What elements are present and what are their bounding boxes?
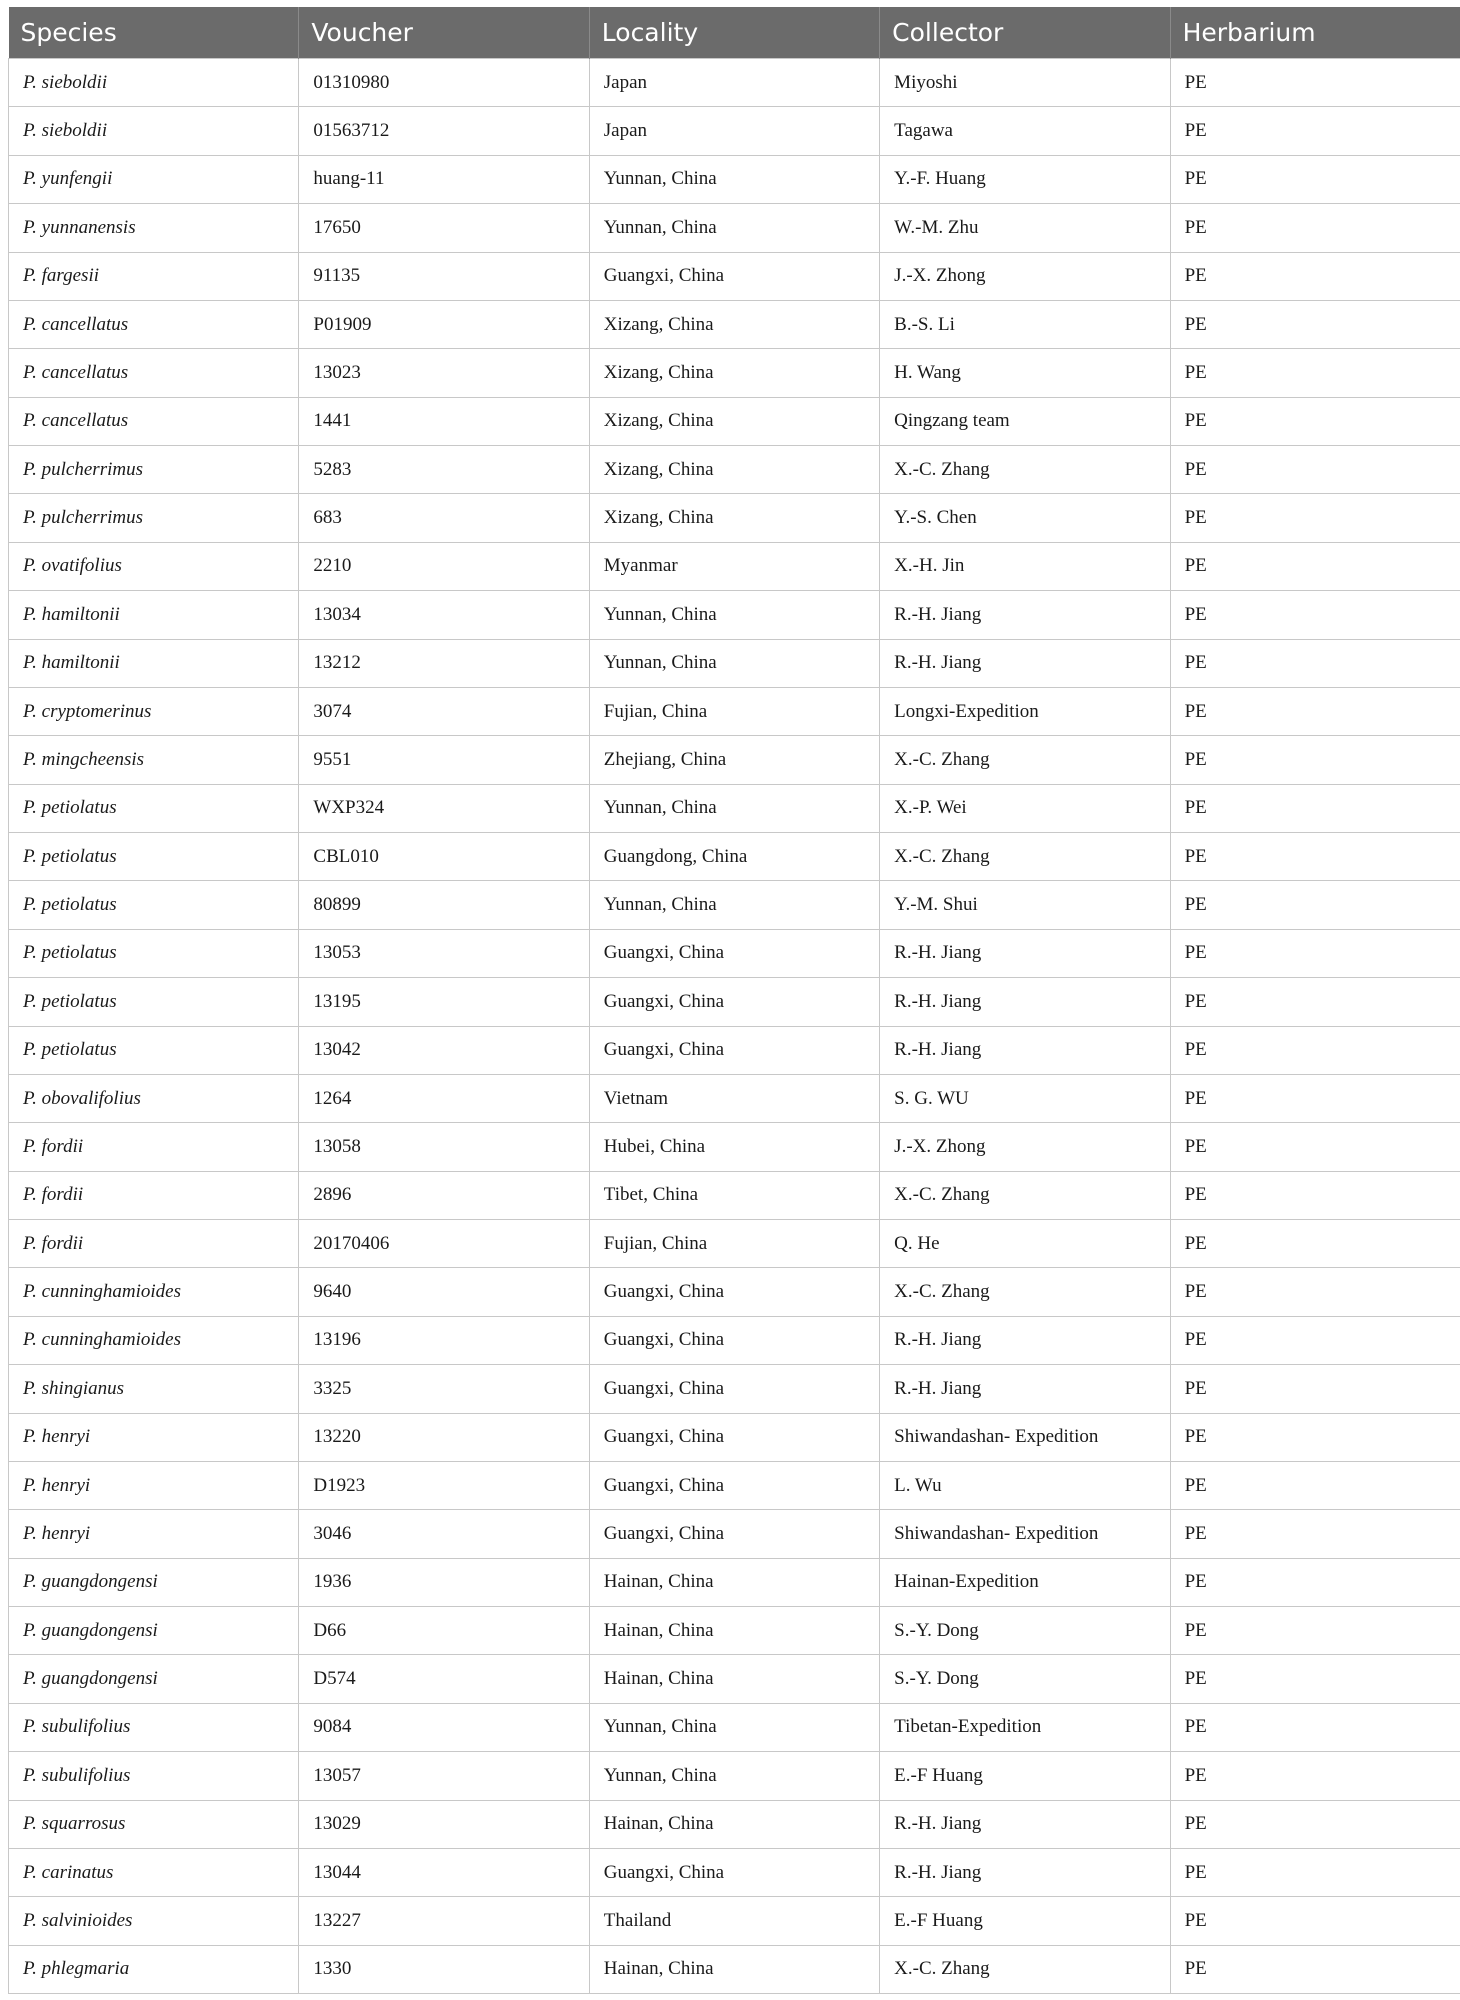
voucher-cell: 1441	[299, 397, 589, 445]
species-cell: P. hamiltonii	[9, 591, 299, 639]
voucher-cell: 13212	[299, 639, 589, 687]
herbarium-cell: PE	[1170, 1268, 1460, 1316]
species-cell: P. obovalifolius	[9, 1074, 299, 1122]
herbarium-cell: PE	[1170, 204, 1460, 252]
locality-cell: Japan	[589, 107, 879, 155]
species-cell: P. sieboldii	[9, 59, 299, 107]
voucher-cell: 1330	[299, 1945, 589, 1993]
herbarium-cell: PE	[1170, 784, 1460, 832]
locality-cell: Guangxi, China	[589, 978, 879, 1026]
voucher-cell: 13058	[299, 1123, 589, 1171]
table-body	[9, 59, 1460, 1994]
voucher-cell: 9640	[299, 1268, 589, 1316]
species-cell: P. subulifolius	[9, 1703, 299, 1751]
collector-cell: R.-H. Jiang	[880, 978, 1170, 1026]
voucher-cell: 13023	[299, 349, 589, 397]
table-row	[9, 155, 1460, 203]
collector-cell: X.-C. Zhang	[880, 833, 1170, 881]
table-row	[9, 59, 1460, 107]
locality-cell: Yunnan, China	[589, 1703, 879, 1751]
table-row	[9, 300, 1460, 348]
voucher-cell: D574	[299, 1655, 589, 1703]
collector-cell: L. Wu	[880, 1461, 1170, 1509]
species-cell: P. petiolatus	[9, 784, 299, 832]
herbarium-cell: PE	[1170, 1848, 1460, 1896]
herbarium-cell: PE	[1170, 1897, 1460, 1945]
species-cell: P. pulcherrimus	[9, 446, 299, 494]
collector-cell: E.-F Huang	[880, 1752, 1170, 1800]
locality-cell: Fujian, China	[589, 687, 879, 735]
table-row	[9, 1752, 1460, 1800]
voucher-cell: 13029	[299, 1800, 589, 1848]
table-row	[9, 542, 1460, 590]
table-row	[9, 349, 1460, 397]
table-row	[9, 1316, 1460, 1364]
voucher-cell: 13044	[299, 1848, 589, 1896]
voucher-cell: 13220	[299, 1413, 589, 1461]
collector-cell: X.-C. Zhang	[880, 736, 1170, 784]
herbarium-cell: PE	[1170, 833, 1460, 881]
herbarium-cell: PE	[1170, 1220, 1460, 1268]
herbarium-cell: PE	[1170, 1365, 1460, 1413]
voucher-cell: 3074	[299, 687, 589, 735]
collector-cell: E.-F Huang	[880, 1897, 1170, 1945]
voucher-cell: 01563712	[299, 107, 589, 155]
collector-cell: Longxi-Expedition	[880, 687, 1170, 735]
collector-cell: Qingzang team	[880, 397, 1170, 445]
herbarium-cell: PE	[1170, 1074, 1460, 1122]
collector-cell: Tagawa	[880, 107, 1170, 155]
herbarium-cell: PE	[1170, 1558, 1460, 1606]
collector-cell: S. G. WU	[880, 1074, 1170, 1122]
header-species: Species	[9, 7, 299, 59]
herbarium-cell: PE	[1170, 494, 1460, 542]
herbarium-cell: PE	[1170, 446, 1460, 494]
herbarium-cell: PE	[1170, 929, 1460, 977]
species-cell: P. carinatus	[9, 1848, 299, 1896]
table-row	[9, 687, 1460, 735]
voucher-cell: WXP324	[299, 784, 589, 832]
herbarium-cell: PE	[1170, 687, 1460, 735]
collector-cell: R.-H. Jiang	[880, 929, 1170, 977]
table-row	[9, 1026, 1460, 1074]
table-row	[9, 107, 1460, 155]
collector-cell: S.-Y. Dong	[880, 1655, 1170, 1703]
collector-cell: J.-X. Zhong	[880, 1123, 1170, 1171]
locality-cell: Japan	[589, 59, 879, 107]
voucher-cell: 13227	[299, 1897, 589, 1945]
locality-cell: Guangxi, China	[589, 1848, 879, 1896]
locality-cell: Xizang, China	[589, 494, 879, 542]
collector-cell: Hainan-Expedition	[880, 1558, 1170, 1606]
voucher-cell: 3046	[299, 1510, 589, 1558]
species-cell: P. petiolatus	[9, 881, 299, 929]
voucher-cell: 1936	[299, 1558, 589, 1606]
herbarium-cell: PE	[1170, 107, 1460, 155]
voucher-cell: 01310980	[299, 59, 589, 107]
voucher-cell: 13196	[299, 1316, 589, 1364]
species-cell: P. salvinioides	[9, 1897, 299, 1945]
table-row	[9, 1607, 1460, 1655]
voucher-cell: 13042	[299, 1026, 589, 1074]
voucher-cell: 2896	[299, 1171, 589, 1219]
collector-cell: J.-X. Zhong	[880, 252, 1170, 300]
herbarium-cell: PE	[1170, 1316, 1460, 1364]
voucher-cell: 13053	[299, 929, 589, 977]
species-cell: P. petiolatus	[9, 1026, 299, 1074]
species-cell: P. henryi	[9, 1413, 299, 1461]
species-cell: P. guangdongensi	[9, 1558, 299, 1606]
species-cell: P. cunninghamioides	[9, 1268, 299, 1316]
species-cell: P. guangdongensi	[9, 1607, 299, 1655]
collector-cell: R.-H. Jiang	[880, 1848, 1170, 1896]
species-cell: P. cancellatus	[9, 349, 299, 397]
table-row	[9, 397, 1460, 445]
collector-cell: X.-H. Jin	[880, 542, 1170, 590]
herbarium-cell: PE	[1170, 252, 1460, 300]
herbarium-cell: PE	[1170, 978, 1460, 1026]
table-row	[9, 1655, 1460, 1703]
collector-cell: Shiwandashan- Expedition	[880, 1413, 1170, 1461]
table-row	[9, 639, 1460, 687]
collector-cell: Q. He	[880, 1220, 1170, 1268]
table-row	[9, 929, 1460, 977]
table-row	[9, 833, 1460, 881]
locality-cell: Hainan, China	[589, 1800, 879, 1848]
species-cell: P. cunninghamioides	[9, 1316, 299, 1364]
voucher-cell: 13034	[299, 591, 589, 639]
species-cell: P. ovatifolius	[9, 542, 299, 590]
herbarium-cell: PE	[1170, 1171, 1460, 1219]
collector-cell: X.-C. Zhang	[880, 1171, 1170, 1219]
locality-cell: Yunnan, China	[589, 639, 879, 687]
collector-cell: Y.-F. Huang	[880, 155, 1170, 203]
header-herbarium: Herbarium	[1170, 7, 1460, 59]
table-row	[9, 1800, 1460, 1848]
collector-cell: X.-P. Wei	[880, 784, 1170, 832]
table-row	[9, 204, 1460, 252]
voucher-cell: D66	[299, 1607, 589, 1655]
header-voucher: Voucher	[299, 7, 589, 59]
species-cell: P. cancellatus	[9, 397, 299, 445]
locality-cell: Xizang, China	[589, 446, 879, 494]
voucher-cell: 13057	[299, 1752, 589, 1800]
header-collector: Collector	[880, 7, 1170, 59]
species-cell: P. shingianus	[9, 1365, 299, 1413]
table-row	[9, 978, 1460, 1026]
herbarium-cell: PE	[1170, 1800, 1460, 1848]
collector-cell: R.-H. Jiang	[880, 591, 1170, 639]
table-row	[9, 1074, 1460, 1122]
locality-cell: Tibet, China	[589, 1171, 879, 1219]
voucher-cell: P01909	[299, 300, 589, 348]
herbarium-cell: PE	[1170, 300, 1460, 348]
locality-cell: Thailand	[589, 1897, 879, 1945]
herbarium-cell: PE	[1170, 1413, 1460, 1461]
voucher-cell: 91135	[299, 252, 589, 300]
voucher-cell: 1264	[299, 1074, 589, 1122]
collector-cell: S.-Y. Dong	[880, 1607, 1170, 1655]
species-cell: P. fordii	[9, 1123, 299, 1171]
locality-cell: Xizang, China	[589, 300, 879, 348]
voucher-cell: 17650	[299, 204, 589, 252]
species-cell: P. guangdongensi	[9, 1655, 299, 1703]
table-row	[9, 736, 1460, 784]
collector-cell: Shiwandashan- Expedition	[880, 1510, 1170, 1558]
locality-cell: Guangxi, China	[589, 1268, 879, 1316]
herbarium-cell: PE	[1170, 1461, 1460, 1509]
species-cell: P. pulcherrimus	[9, 494, 299, 542]
collector-cell: R.-H. Jiang	[880, 1800, 1170, 1848]
herbarium-cell: PE	[1170, 349, 1460, 397]
collector-cell: R.-H. Jiang	[880, 639, 1170, 687]
locality-cell: Guangxi, China	[589, 1510, 879, 1558]
herbarium-cell: PE	[1170, 1945, 1460, 1993]
locality-cell: Guangxi, China	[589, 1461, 879, 1509]
locality-cell: Vietnam	[589, 1074, 879, 1122]
table-row	[9, 591, 1460, 639]
table-row	[9, 784, 1460, 832]
table-row	[9, 1703, 1460, 1751]
voucher-cell: 20170406	[299, 1220, 589, 1268]
collector-cell: H. Wang	[880, 349, 1170, 397]
collector-cell: R.-H. Jiang	[880, 1316, 1170, 1364]
herbarium-cell: PE	[1170, 155, 1460, 203]
herbarium-cell: PE	[1170, 881, 1460, 929]
voucher-cell: huang-11	[299, 155, 589, 203]
table-row	[9, 446, 1460, 494]
collector-cell: X.-C. Zhang	[880, 1945, 1170, 1993]
table-row	[9, 252, 1460, 300]
locality-cell: Yunnan, China	[589, 204, 879, 252]
locality-cell: Guangxi, China	[589, 1316, 879, 1364]
locality-cell: Yunnan, China	[589, 155, 879, 203]
species-cell: P. fordii	[9, 1171, 299, 1219]
species-cell: P. petiolatus	[9, 833, 299, 881]
voucher-cell: 9084	[299, 1703, 589, 1751]
table-header	[9, 7, 1460, 59]
voucher-cell: 9551	[299, 736, 589, 784]
herbarium-cell: PE	[1170, 1752, 1460, 1800]
table-row	[9, 1171, 1460, 1219]
herbarium-cell: PE	[1170, 1510, 1460, 1558]
collector-cell: R.-H. Jiang	[880, 1365, 1170, 1413]
locality-cell: Fujian, China	[589, 1220, 879, 1268]
herbarium-cell: PE	[1170, 397, 1460, 445]
locality-cell: Yunnan, China	[589, 784, 879, 832]
species-cell: P. squarrosus	[9, 1800, 299, 1848]
locality-cell: Guangxi, China	[589, 1365, 879, 1413]
table-row	[9, 881, 1460, 929]
locality-cell: Guangxi, China	[589, 929, 879, 977]
species-cell: P. mingcheensis	[9, 736, 299, 784]
species-cell: P. phlegmaria	[9, 1945, 299, 1993]
species-cell: P. henryi	[9, 1510, 299, 1558]
header-locality: Locality	[589, 7, 879, 59]
herbarium-cell: PE	[1170, 1607, 1460, 1655]
table-row	[9, 1461, 1460, 1509]
herbarium-cell: PE	[1170, 591, 1460, 639]
herbarium-cell: PE	[1170, 639, 1460, 687]
specimen-table	[8, 7, 1460, 1994]
table-row	[9, 1365, 1460, 1413]
species-cell: P. cancellatus	[9, 300, 299, 348]
locality-cell: Hainan, China	[589, 1945, 879, 1993]
herbarium-cell: PE	[1170, 1655, 1460, 1703]
table-row	[9, 1897, 1460, 1945]
collector-cell: Y.-S. Chen	[880, 494, 1170, 542]
locality-cell: Xizang, China	[589, 397, 879, 445]
locality-cell: Myanmar	[589, 542, 879, 590]
herbarium-cell: PE	[1170, 736, 1460, 784]
locality-cell: Yunnan, China	[589, 591, 879, 639]
herbarium-cell: PE	[1170, 1703, 1460, 1751]
species-cell: P. hamiltonii	[9, 639, 299, 687]
locality-cell: Hainan, China	[589, 1607, 879, 1655]
collector-cell: Miyoshi	[880, 59, 1170, 107]
table-row	[9, 1413, 1460, 1461]
locality-cell: Guangdong, China	[589, 833, 879, 881]
species-cell: P. henryi	[9, 1461, 299, 1509]
species-cell: P. yunfengii	[9, 155, 299, 203]
table-row	[9, 494, 1460, 542]
table-row	[9, 1268, 1460, 1316]
locality-cell: Guangxi, China	[589, 252, 879, 300]
locality-cell: Hainan, China	[589, 1655, 879, 1703]
species-cell: P. subulifolius	[9, 1752, 299, 1800]
table-row	[9, 1848, 1460, 1896]
voucher-cell: 13195	[299, 978, 589, 1026]
collector-cell: Tibetan-Expedition	[880, 1703, 1170, 1751]
table-row	[9, 1220, 1460, 1268]
herbarium-cell: PE	[1170, 1123, 1460, 1171]
table-row	[9, 1945, 1460, 1993]
collector-cell: W.-M. Zhu	[880, 204, 1170, 252]
species-cell: P. yunnanensis	[9, 204, 299, 252]
collector-cell: X.-C. Zhang	[880, 446, 1170, 494]
herbarium-cell: PE	[1170, 1026, 1460, 1074]
voucher-cell: 2210	[299, 542, 589, 590]
species-cell: P. fargesii	[9, 252, 299, 300]
locality-cell: Hubei, China	[589, 1123, 879, 1171]
voucher-cell: 683	[299, 494, 589, 542]
locality-cell: Xizang, China	[589, 349, 879, 397]
species-cell: P. fordii	[9, 1220, 299, 1268]
species-cell: P. sieboldii	[9, 107, 299, 155]
species-cell: P. cryptomerinus	[9, 687, 299, 735]
collector-cell: X.-C. Zhang	[880, 1268, 1170, 1316]
locality-cell: Yunnan, China	[589, 1752, 879, 1800]
herbarium-cell: PE	[1170, 59, 1460, 107]
locality-cell: Guangxi, China	[589, 1026, 879, 1074]
locality-cell: Yunnan, China	[589, 881, 879, 929]
voucher-cell: 3325	[299, 1365, 589, 1413]
species-cell: P. petiolatus	[9, 978, 299, 1026]
voucher-cell: 80899	[299, 881, 589, 929]
voucher-cell: CBL010	[299, 833, 589, 881]
locality-cell: Zhejiang, China	[589, 736, 879, 784]
table-row	[9, 1123, 1460, 1171]
locality-cell: Hainan, China	[589, 1558, 879, 1606]
herbarium-cell: PE	[1170, 542, 1460, 590]
header-row	[9, 7, 1460, 59]
voucher-cell: 5283	[299, 446, 589, 494]
collector-cell: Y.-M. Shui	[880, 881, 1170, 929]
collector-cell: R.-H. Jiang	[880, 1026, 1170, 1074]
table-row	[9, 1558, 1460, 1606]
locality-cell: Guangxi, China	[589, 1413, 879, 1461]
voucher-cell: D1923	[299, 1461, 589, 1509]
species-cell: P. petiolatus	[9, 929, 299, 977]
table-row	[9, 1510, 1460, 1558]
collector-cell: B.-S. Li	[880, 300, 1170, 348]
